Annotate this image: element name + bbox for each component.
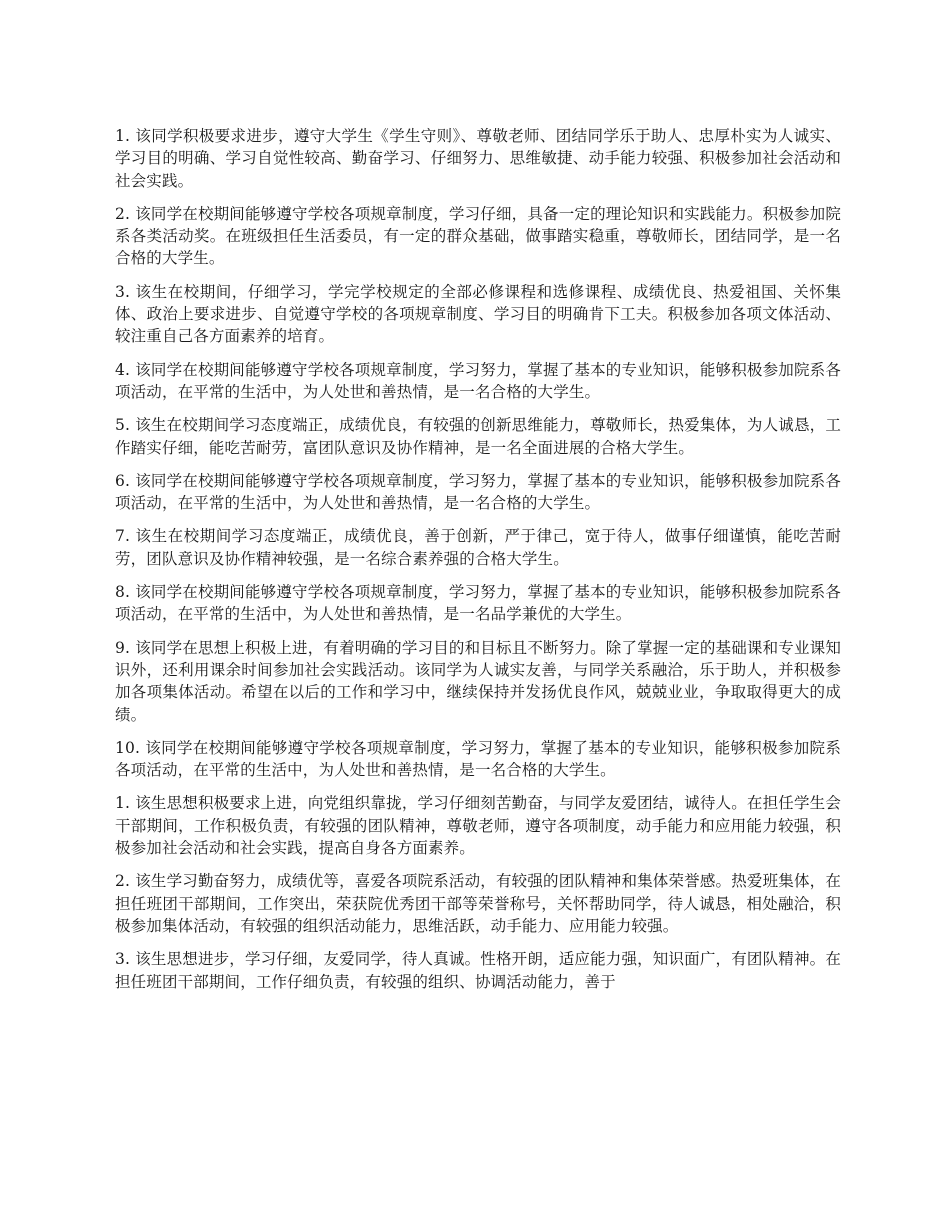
paragraph-11: 1. 该生思想积极要求上进，向党组织靠拢，学习仔细刻苦勤奋，与同学友爱团结，诚待人。在担任学生会干部期间，工作积极负责，有较强的团队精神，尊敬老师，遵守各项制度，动手能力和应用能力较强，积极参加社会活动和社会实践，提高自身各方面素养。 <box>115 794 841 858</box>
document-body <box>115 125 841 1004</box>
paragraph-7: 7. 该生在校期间学习态度端正，成绩优良，善于创新，严于律己，宽于待人，做事仔细谨慎，能吃苦耐劳，团队意识及协作精神较强，是一名综合素养强的合格大学生。 <box>115 527 841 568</box>
paragraph-5: 5. 该生在校期间学习态度端正，成绩优良，有较强的创新思维能力，尊敬师长，热爱集体，为人诚恳，工作踏实仔细，能吃苦耐劳，富团队意识及协作精神，是一名全面进展的合格大学生。 <box>115 416 841 457</box>
paragraph-6: 6. 该同学在校期间能够遵守学校各项规章制度，学习努力，掌握了基本的专业知识，能够积极参加院系各项活动，在平常的生活中，为人处世和善热情，是一名合格的大学生。 <box>115 471 841 513</box>
paragraph-2: 2. 该同学在校期间能够遵守学校各项规章制度，学习仔细，具备一定的理论知识和实践能力。积极参加院系各类活动奖。在班级担任生活委员，有一定的群众基础，做事踏实稳重，尊敬师长，团结同学，是一名合格的大学生。 <box>115 204 841 268</box>
paragraph-3: 3. 该生在校期间，仔细学习，学完学校规定的全部必修课程和选修课程、成绩优良、热爱祖国、关怀集体、政治上要求进步、自觉遵守学校的各项规章制度、学习目的明确肯下工夫。积极参加各项文体活动、较注重自己各方面素养的培育。 <box>115 282 841 346</box>
paragraph-10: 10. 该同学在校期间能够遵守学校各项规章制度，学习努力，掌握了基本的专业知识，能够积极参加院系各项活动，在平常的生活中，为人处世和善热情，是一名合格的大学生。 <box>115 738 841 780</box>
paragraph-1: 1. 该同学积极要求进步，遵守大学生《学生守则》、尊敬老师、团结同学乐于助人、忠厚朴实为人诚实、学习目的明确、学习自觉性较高、勤奋学习、仔细努力、思维敏捷、动手能力较强、积极参加社会活动和社会实践。 <box>115 127 841 190</box>
paragraph-9: 9. 该同学在思想上积极上进，有着明确的学习目的和目标且不断努力。除了掌握一定的基础课和专业课知识外，还利用课余时间参加社会实践活动。该同学为人诚实友善，与同学关系融洽，乐于助人，并积极参加各项集体活动。希望在以后的工作和学习中，继续保持并发扬优良作风，兢兢业业，争取取得更大的成绩。 <box>115 638 841 724</box>
paragraph-8: 8. 该同学在校期间能够遵守学校各项规章制度，学习努力，掌握了基本的专业知识，能够积极参加院系各项活动，在平常的生活中，为人处世和善热情，是一名品学兼优的大学生。 <box>115 583 841 624</box>
paragraph-12: 2. 该生学习勤奋努力，成绩优等，喜爱各项院系活动，有较强的团队精神和集体荣誉感。热爱班集体，在担任班团干部期间，工作突出，荣获院优秀团干部等荣誉称号，关怀帮助同学，待人诚恳，相处融洽，积极参加集体活动，有较强的组织活动能力，思维活跃，动手能力、应用能力较强。 <box>115 872 841 935</box>
paragraph-13: 3. 该生思想进步，学习仔细，友爱同学，待人真诚。性格开朗，适应能力强，知识面广，有团队精神。在担任班团干部期间，工作仔细负责，有较强的组织、协调活动能力，善于 <box>115 950 841 991</box>
paragraph-4: 4. 该同学在校期间能够遵守学校各项规章制度，学习努力，掌握了基本的专业知识，能够积极参加院系各项活动，在平常的生活中，为人处世和善热情，是一名合格的大学生。 <box>115 360 841 401</box>
